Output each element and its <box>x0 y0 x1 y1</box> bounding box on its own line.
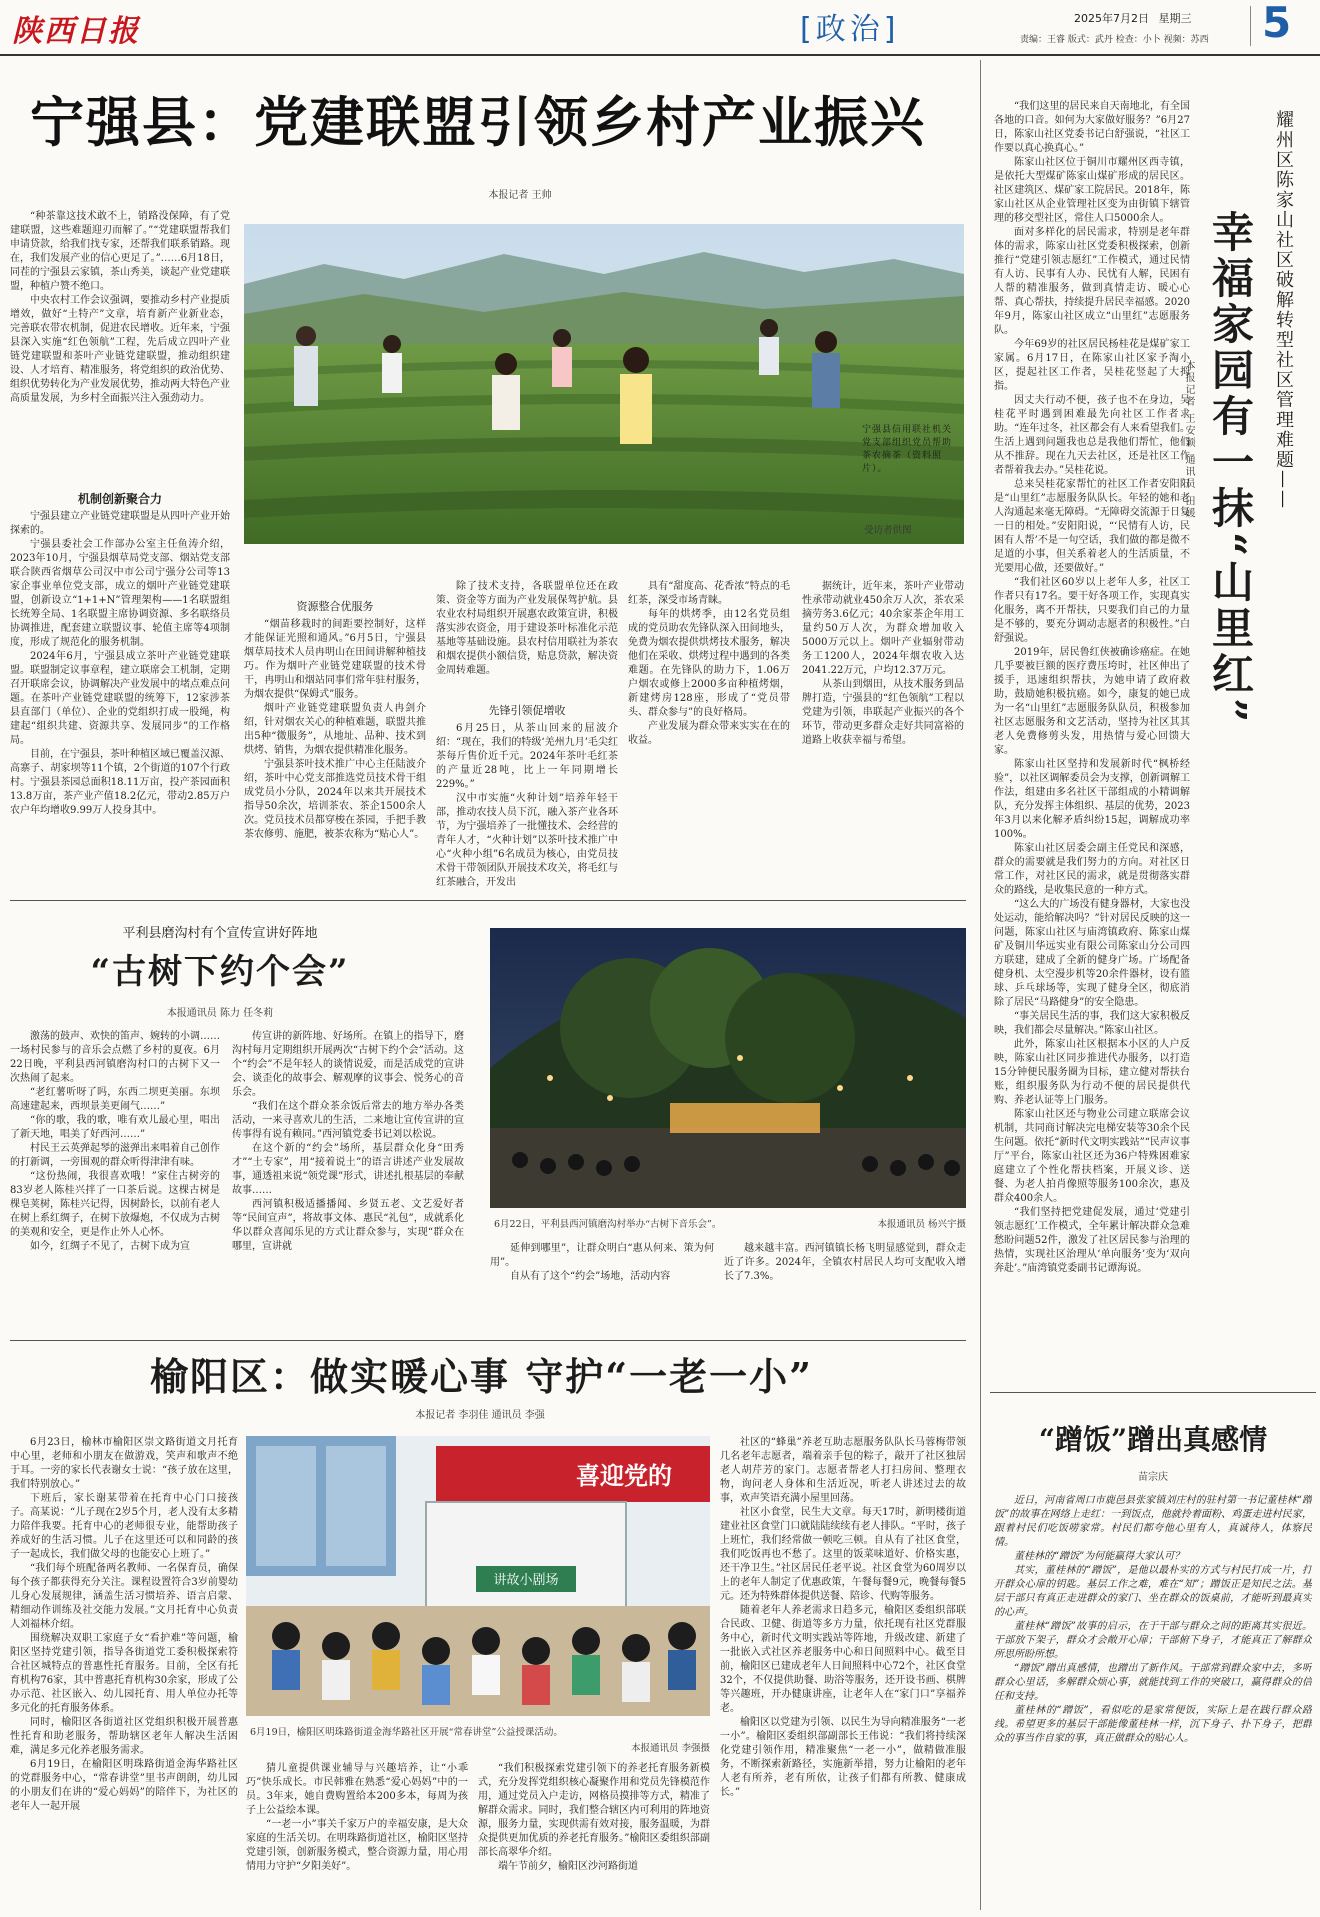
article5-body: 近日，河南省周口市鹿邑县张家镇刘庄村的驻村第一书记董桂林“蹭饭”的故事在网络上走红：一到饭点，他就拎着面粉、鸡蛋走进村民家，跟着村民们吃饭唠家常。村民们都夸他心里有人，真诚待人，体察民情。 董桂林的“蹭饭”为何能赢得大家认可？ 其实，董桂林的“蹭饭”，是他以最朴实的方式与村民打成一片，打开群众心扉的钥匙。基层工作之难，难在“知”；蹭饭正是知民之法。基层干部只有真正走进群众的家门、坐在群众的饭桌前，才能听到最真实的心声。 董桂林“蹭饭”故事的启示，在于干部与群众之间的距离其实很近。干部放下架子，群众才会敞开心扉；干部俯下身子，才能真正了解群众所思所盼所想。 “蹭饭”蹭出真感情，也蹭出了新作风。干部常到群众家中去，多听群众心里话，多解群众烦心事，就能找到工作的突破口，赢得群众的信任和支持。 董桂林的“蹭饭”，看似吃的是家常便饭，实际上是在践行群众路线。希望更多的基层干部能像董桂林一样，沉下身子、扑下身子，把群众的事当作自家的事，真正做群众的贴心人。 <box>994 1495 1312 1744</box>
paragraph: 此外，陈家山社区根据本小区的人户反映，陈家山社区同步推进代办服务，以打造15分钟便民服务圈为目标，建立健对帮扶台账，组织服务队为行动不便的居民提供代购、养老认证等上门服务。 <box>994 1039 1190 1106</box>
paragraph: 自从有了这个“约会”场地，活动内容 <box>510 1271 671 1282</box>
article3-banner-text: 喜迎党的 <box>576 1462 672 1490</box>
article1-col4: 具有“甜度高、花香浓”特点的毛红茶，深受市场青睐。 每年的烘烤季，由12名党员组成的党员助农先锋队深入田间地头，免费为烟农提供烘烤技术服务，解决他们在采收、烘烤过程中遇到的各类难题。在先锋队的助力下，1.06万户烟农或修上2000多亩种植烤烟，新建烤房128座，形成了“党员带头、群众参与”的良好格局。 产业发展为群众带来实实在在的收益。 据统计，近年来，茶叶产业带动性承带动就业450余万人次，茶农采摘劳务3.6亿元；40余家茶企年用工量约50万人次，为群众增加收入5000万元以上。烟叶产业辐射带动务工1200人，2024年烟农收入达2041.22万元，户均12.37万元。 从茶山到烟田，从技术服务到品牌打造，宁强县的“红色领航”工程以党建为引领，串联起产业振兴的各个环节，带动更多群众走好共同富裕的道路上收获幸福与希望。 <box>628 581 964 746</box>
issue-date <box>1074 10 1192 26</box>
article3-col4: 社区的“蜂巢”养老互助志愿服务队队长马蓉梅带领几名老年志愿者，端着亲手包的粽子，敲开了社区独居老人胡芹芳的家门。志愿者帮老人打扫房间、整理衣物，询问老人身体和生活近况，听老人讲述过去的故事，欢声笑语充满小屋里回荡。 社区小食堂，民生大文章。每天17时，新明楼街道建业社区食堂门口就陆陆续续有老人排队。“平时，孩子上班忙，我们经常做一顿吃三顿。自从有了社区食堂，我们吃饭再也不愁了。这里的饭菜味道好、价格实惠，还干净卫生。”社区居民任老平说。社区食堂为60周岁以上的老年人制定了优惠政策，午餐每餐9元，晚餐每餐5元。还为特殊群体提供送餐、陪诊、代购等服务。 随着老年人养老需求日趋多元，榆阳区委组织部联合民政、卫健、街道等多方力量，依托现有社区党群服务中心，新时代文明实践站等阵地，升级改建、新建了一批嵌入式社区养老服务中心和日间照料中心。截至目前，榆阳区已建成老年人日间照料中心72个，社区食堂32个，不仅提供助餐、助浴等服务，还开设书画、棋牌等兴趣班，开办健康讲座，让老年人在“家门口”享福养老。 榆阳区以党建为引领、以民生为导向精准服务“一老一小”。榆阳区委组织部副部长王伟说：“我们将持续深化党建引领作用，精准聚焦“一老一小”，做精做准服务，不断探索新路径，实施新举措，努力让榆阳的老年人老有所养，老有所依，让孩子们都有所教、健康成长。” <box>720 1437 966 1798</box>
paragraph: “我们坚持把党建促发展，通过‘党建引领志愿红’工作模式，全年累计解决群众急难愁盼问题52件，激发了社区居民参与治理的热情，实现社区治理从‘单向服务’变为‘双向奔赴’。”庙湾镇党委副书记谭海说。 <box>994 1207 1190 1274</box>
article1-col1: “种茶靠这技术敢不上，销路没保障，有了党建联盟，这些难题迎刃而解了。”“党建联盟帮我们申请贷款，给我们找专家，还帮我们联系销路。现在，我们发展产业的信心更足了。”……6月18日，同茬的宁强县云家镇，茶山秀美，谈起产业党建联盟，种植户赞不绝口。 中央农村工作会议强调，要推动乡村产业提质增效，做好“土特产”文章，培育新产业新业态，完善联农带农机制，促进农民增收。近年来，宁强县深入实施“红色领航”工程，先后成立四叶产业链党建联盟和茶叶产业链党建联盟，推动组织建设、人才培育、精准服务，将党组织的政治优势、组织优势转化为产业发展优势，推动两大特色产业高质量发展，为乡村全面振兴注入强劲动力。 <box>10 211 230 404</box>
paragraph: 西河镇积极适播播闻、乡贤五老、文艺爱好者等“民间宣声”，将故事文体、惠民“礼包”，成就系化华以群众喜闻乐见的方式让群众参与，实现“群众在哪里，宣讲就 <box>232 1199 464 1252</box>
paragraph: 下班后，家长谢某带着在托育中心门口接孩子。高某说：“儿子现在2岁5个月，老人没有太多精力陪伴我要。托育中心的老师很专业，能帮助孩子养成好的生活习惯。儿子在这里还可以和同龄的孩子一起成长，我们做父母的也能安心上班了。” <box>10 1493 238 1560</box>
article1-col3: 除了技术支持，各联盟单位还在政策、资金等方面为产业发展保驾护航。县农业农村局组织开展惠农政策宣讲，积极落实涉农资金，用于建设茶叶标准化示范基地等基础设施。县农村信用联社为茶农和烟农提供小额信贷，贴息贷款，解决资金周转难题。 <box>436 581 618 676</box>
article2-photo-caption: 6月22日，平利县西河镇磨沟村举办“古树下音乐会”。 <box>494 1219 722 1230</box>
paragraph: 榆阳区以党建为引领、以民生为导向精准服务“一老一小”。榆阳区委组织部副部长王伟说：“我们将持续深化党建引领作用，精准聚焦“一老一小”，做精做准服务，不断探索新路径，实施新举措，努力让榆阳的老年人老有所养，老有所依，让孩子们都有所教、健康成长。” <box>720 1717 966 1798</box>
article1-col1b: 宁强县建立产业链党建联盟是从四叶产业开始探索的。 宁强县委社会工作部办公室主任鱼涛介绍，2023年10月，宁强县烟草局党支部、烟站党支部联合陕西省烟草公司汉中市公司宁强分公司等13家企事业单位党支部，成立的烟叶产业链党建联盟，创新设立“1+1+N”管理架构——1名联盟组长统筹全局、1名联盟主席协调资源、多名联络员协调推进，配套建立联盟议事、轮值主席等4项制度，形成了规范化的服务机制。 2024年6月，宁强县成立茶叶产业链党建联盟。联盟制定议事章程，建立联席会工机制，定期召开联席会议，协调解决产业发展中的堵点难点问题。在茶叶产业链党建联盟的统筹下，12家涉茶县直部门（单位）、企业的党组织打成一股绳，构建起“组织共建、资源共享、发展同步”的工作格局。 目前，在宁强县，茶叶种植区域已覆盖汉源、高寨子、胡家坝等11个镇，2个街道的107个行政村。宁强县茶园总面积18.11万亩，投产茶园面积13.8万亩，茶产业产值18.2亿元，带动2.85万户农户年均增收9.99万人投身其中。 <box>10 511 230 816</box>
masthead <box>0 0 1320 56</box>
editors-line: 责编：王睿 版式：武丹 检查：小卜 视频：苏西 <box>1020 35 1209 45</box>
article3-col3: “我们积极探索党建引领下的养老托育服务新模式，充分发挥党组织核心凝聚作用和党员先锋模范作用，通过党员入户走访，网格员摸排等方式，精准了解群众需求。同时，我们整合辖区内可利用的阵地资源，服务力量，实现供需有效对接，服务温暖，为群众提供更加优质的养老托育服务。”榆阳区委组织部副部长高翠华介绍。 端午节前夕，榆阳区沙河路街道 <box>478 1763 710 1872</box>
article2-kicker: 平利县磨沟村有个宣传宣讲好阵地 <box>122 926 318 941</box>
paragraph: 每年的烘烤季，由12名党员组成的党员助农先锋队深入田间地头，免费为烟农提供烘烤技术服务，解决他们在采收、烘烤过程中遇到的各类难题。在先锋队的助力下，1.06万户烟农或修上2000多亩种植烤烟，新建烤房128座，形成了“党员带头、群众参与”的良好格局。 <box>628 609 790 718</box>
paragraph: “我们每个班配备两名教师、一名保育员，确保每个孩子都获得充分关注。课程设置符合3岁前婴幼儿身心发展规律，涵盖生活习惯培养、语言启蒙、精细动作训练及社交能力发展。”文月托育中心负责人刘福林介绍。 <box>10 1563 238 1630</box>
article2-byline: 本报通讯员 陈力 任冬莉 <box>166 1008 274 1019</box>
paragraph: “这份热闹，我很喜欢哦！”家住古树旁的83岁老人陈桂兴拌了一口茶后说。这棵古树是棵皂荚树，陈桂兴记得，因树龄长，以前有老人在树上系红绸子，在树下放爆炮，不仅成为古树的美观和安全，更是作止外人心怀。 <box>10 1171 220 1238</box>
paragraph: 董桂林的“蹭饭”，看似吃的是家常便饭，实际上是在践行群众路线。希望更多的基层干部能像董桂林一样，沉下身子、扑下身子，把群众的事当作自家的事，真正做群众的贴心人。 <box>994 1705 1312 1744</box>
paragraph: 端午节前夕，榆阳区沙河路街道 <box>498 1861 638 1872</box>
paragraph: 宁强县茶叶技术推广中心主任陆波介绍，茶叶中心党支部推选党员技术骨干组成党员小分队，2024年以来共开展技术指导50余次，培训茶农、茶企1500余人次。党员技术员都穿梭在茶园，手把手教茶农修剪、施肥，被茶农称为“贴心人”。 <box>244 759 426 840</box>
article3-photo <box>246 1436 710 1716</box>
paragraph: 围绕解决双职工家庭子女“看护难”等问题，榆阳区坚持党建引领，指导各街道党工委积极探索符合社区城特点的普惠性托育服务。目前，全区有托育机构76家，其中普惠托育机构30余家，形成了公办示范、社区嵌入、幼儿园托育、用人单位办托等多元化的托育服务体系。 <box>10 1633 238 1714</box>
paragraph: 2024年6月，宁强县成立茶叶产业链党建联盟。联盟制定议事章程，建立联席会工机制，定期召开联席会议，协调解决产业发展中的堵点难点问题。在茶叶产业链党建联盟的统筹下，12家涉茶县直部门（单位）、企业的党组织打成一股绳，构建起“组织共建、资源共享、发展同步”的工作格局。 <box>10 651 230 746</box>
paragraph: 在这个新的“约会”场所，基层群众化身“田秀才”“土专家”，用“接着说土”的语言讲述产业发展故事，通透祖来说“领党课”形式，讲述扎根基层的奉献故事…… <box>232 1143 464 1196</box>
section-label: [政治] <box>800 12 900 47</box>
right-column-divider <box>980 60 981 1910</box>
article2-col1: 激荡的鼓声、欢快的笛声、婉转的小调……一场村民参与的音乐会点燃了乡村的夏夜。6月22日晚，平利县西河镇磨沟村口的古树下又一次热闹了起来。 “老红薯听呀了吗，东西二坝更美丽。东坝高速建起来，西坝景美更闹气……” “你的歌，我的歌，唯有欢儿最心里，唱出了新天地，唱美了好西河……” 村民王云英弹起琴的滋弹出来唱着自己创作的打新调，一旁围观的群众听得津津有味。 “这份热闹，我很喜欢哦！”家住古树旁的83岁老人陈桂兴拌了一口茶后说。这棵古树是棵皂荚树，陈桂兴记得，因树龄长，以前有老人在树上系红绸子，在树下放爆炮，不仅成为古树的美观和安全，更是作止外人心怀。 如今，红绸子不见了，古树下成为宣 <box>10 1031 220 1252</box>
article3-photo-caption: 6月19日，榆阳区明珠路街道金海华路社区开展“常春讲堂”公益授课活动。 <box>250 1727 563 1738</box>
paragraph: 据统计，近年来，茶叶产业带动性承带动就业450余万人次，茶农采摘劳务3.6亿元；40余家茶企年用工量约50万人次，为群众增加收入5000万元以上。烟叶产业辐射带动务工1200人，2024年烟农收入达2041.22万元，户均12.37万元。 <box>802 581 964 676</box>
paragraph: “这么大的广场没有健身器材，大家也没处运动，能给解决吗？”针对居民反映的这一问题，陈家山社区与庙湾镇政府、陈家山煤矿及铜川华远实业有限公司陈家山分公司四方联建，建成了全新的健身广场。广场配备健身机、太空漫步机等20余件器材，设有篮球、乒乓球场等，实现了健身全区，彻底消除了居民“马路健身”的安全隐患。 <box>994 899 1190 1008</box>
newspaper-logo: 陕西日报 <box>12 14 140 49</box>
article3-col2: 猜儿童提供课业辅导与兴趣培养，让“小乖巧”快乐成长。市民韩雅在熟悉“爱心妈妈”中的一员。3年来，她自费购置给本200多本，每周为孩子上公益绘本课。 “一老一小”事关千家万户的幸福安康，是大众家庭的生活关切。在明珠路街道社区，榆阳区坚持党建引领，创新服务模式，整合资源力量，用心用情用力守护“夕阳美好”。 <box>246 1763 468 1872</box>
paragraph: 村民王云英弹起琴的滋弹出来唱着自己创作的打新调，一旁围观的群众听得津津有味。 <box>10 1143 220 1168</box>
article4-kicker: 耀州区陈家山社区破解转型社区管理难题—— <box>1273 110 1294 510</box>
paragraph: 陈家山社区位于铜川市耀州区西寺镇，是依托大型煤矿陈家山煤矿形成的居民区。社区建筑区、煤矿家工院居民。2018年，陈家山社区从企业管理社区变为由街镇下辖管理的移交型社区，常住人口5000余人。 <box>994 157 1190 224</box>
paragraph: 6月19日，在榆阳区明珠路街道金海华路社区的党群服务中心，“常春讲堂”里书声朗朗，幼儿园的小朋友们在讲的“爱心妈妈”的陪伴下，为社区的老年人一起开展 <box>10 1759 238 1812</box>
paragraph: 董桂林“蹭饭”故事的启示，在于干部与群众之间的距离其实很近。干部放下架子，群众才会敞开心扉；干部俯下身子，才能真正了解群众所思所盼所想。 <box>994 1621 1312 1660</box>
paragraph: “老红薯听呀了吗，东西二坝更美丽。东坝高速建起来，西坝景美更闹气……” <box>10 1087 220 1112</box>
article5-title: “蹭饭”蹭出真感情 <box>1038 1423 1268 1456</box>
page-number-divider <box>1250 6 1251 46</box>
paragraph: 从茶山到烟田，从技术服务到品牌打造，宁强县的“红色领航”工程以党建为引领，串联起产业振兴的各个环节，带动更多群众走好共同富裕的道路上收获幸福与希望。 <box>802 679 964 746</box>
article3-title: 榆阳区：做实暖心事 守护“一老一小” <box>150 1354 813 1399</box>
section-name: 政治 <box>815 12 884 47</box>
paragraph: “一老一小”事关千家万户的幸福安康，是大众家庭的生活关切。在明珠路街道社区，榆阳区坚持党建引领，创新服务模式，整合资源力量，用心用情用力守护“夕阳美好”。 <box>246 1819 468 1872</box>
paragraph: 董桂林的“蹭饭”为何能赢得大家认可？ <box>1014 1551 1185 1562</box>
article1-subhead1: 机制创新聚合力 <box>77 492 162 506</box>
weekday-text: 星期三 <box>1158 12 1192 25</box>
paragraph: 陈家山社区居委会副主任党民和深感，群众的需要就是我们努力的方向。对社区日常工作，对社区民的需求，就是贯彻落实群众的路线，是收集民意的一种方式。 <box>994 843 1190 896</box>
paragraph: 陈家山社区坚持和发展新时代“枫桥经验”，以社区调解委员会为支撑，创新调解工作法，组建由多名社区干部组成的小精调解队，充分发挥主体组织、基层的优势，2023年3月以来化解矛盾纠纷15起，调解成功率100%。 <box>994 759 1190 840</box>
paragraph: 宁强县委社会工作部办公室主任鱼涛介绍，2023年10月，宁强县烟草局党支部、烟站党支部联合陕西省烟草公司汉中市公司宁强分公司等13家企事业单位党支部，成立的烟叶产业链党建联盟，创新设立“1+1+N”管理架构——1名联盟组长统筹全局、1名联盟主席协调资源、多名联络员协调推进，配套建立联盟议事、轮值主席等4项制度，形成了规范化的服务机制。 <box>10 539 230 648</box>
paragraph: 面对多样化的居民需求，特别是老年群体的需求，陈家山社区党委积极探索，创新推行“党建引领志愿红”工作模式，通过民情有人访、民事有人办、民忧有人解，民困有人帮的精准服务，做到真情走访、暖心心帮、真心帮扶，持续提升居民幸福感。2020年9月，陈家山社区成立“山里红”志愿服务队。 <box>994 227 1190 336</box>
paragraph: “事关居民生活的事，我们这大家积极反映，我们都会尽量解决。”陈家山社区。 <box>994 1011 1190 1036</box>
article2-col2: 传宣讲的新阵地、好场所。在镇上的指导下，磨沟村每月定期组织开展两次“古树下约个会”活动。这个“约会”不是年轻人的谈情说爱，而是活成党的宣讲会、谈歪化的故事会、解观摩的议事会、悦务心的音乐会。 “我们在这个群众茶余饭后常去的地方举办各类活动，一来寻喜欢儿的生活，二来地让宣传宣讲的宣传事得有说有赖同。”西河镇党委书记刘以松说。 在这个新的“约会”场所，基层群众化身“田秀才”“土专家”，用“接着说土”的语言讲述产业发展故事，通透祖来说“领党课”形式，讲述扎根基层的奉献故事…… 西河镇积极适播播闻、乡贤五老、文艺爱好者等“民间宣声”，将故事文体、惠民“礼包”，成就系化华以群众喜闻乐见的方式让群众参与，实现“群众在哪里，宣讲就 <box>232 1031 464 1252</box>
article1-byline: 本报记者 王帅 <box>488 190 552 201</box>
article1-col2: “烟苗移栽时的间距要控制好，这样才能保证光照和通风。”6月5日，宁强县烟草局技术人员冉明山在田间讲解种植技巧。作为烟叶产业链党建联盟的技术骨干，冉明山和烟站同事们常年驻村服务，为烟农提供“保姆式”服务。 烟叶产业链党建联盟负责人冉剑介绍，针对烟农关心的种植难题，联盟共推出5种“微服务”，从地址、品种、技术到烘烤、销售，为烟农提供精准化服务。 宁强县茶叶技术推广中心主任陆波介绍，茶叶中心党支部推选党员技术骨干组成党员小分队，2024年以来共开展技术指导50余次，培训茶农、茶企1500余人次。党员技术员都穿梭在茶园，手把手教茶农修剪、施肥，被茶农称为“贴心人”。 <box>244 619 426 840</box>
paragraph: “蹭饭”蹭出真感情，也蹭出了新作风。干部常到群众家中去，多听群众心里话，多解群众烦心事，就能找到工作的突破口，赢得群众的信任和支持。 <box>994 1663 1312 1702</box>
date-text: 2025年7月2日 <box>1074 12 1149 25</box>
article1-subhead2: 资源整合优服务 <box>296 600 374 613</box>
paragraph: 陈家山社区还与物业公司建立联席会议机制，共同商讨解决完电梯安装等30余个民生问题。依托“新时代文明实践站”“民声议事厅”平台，陈家山社区还为36户特殊困难家庭建立了个性化帮扶档案，开展义诊、送餐、为老人拍肖像照等服务100余次，惠及群众400余人。 <box>994 1109 1190 1204</box>
paragraph: “我们在这个群众茶余饭后常去的地方举办各类活动，一来寻喜欢儿的生活，二来地让宣传宣讲的宣传事得有说有赖同。”西河镇党委书记刘以松说。 <box>232 1101 464 1140</box>
paragraph: 因丈夫行动不便，孩子也不在身边，吴桂花平时遇到困难最先向社区工作者求助。“连年过冬，社区都会有人来看望我们。生活上遇到问题我也总是我他们帮忙，他们从不推辞。现在九天去社区，还是社区工作者帮着我去办。”吴桂花说。 <box>994 395 1190 476</box>
paragraph: 汉中市实施“火种计划”培养年轻干部，推动农技人员下沉，融入茶产业各环节，为宁强培养了一批懂技术、会经营的青年人才，“火种计划”以茶叶技术推广中心“火种小组”6名成员为核心，由党员技术骨干带领团队开展技术攻关，将毛红与红茶融合，开发出 <box>436 793 618 888</box>
paragraph: 社区小食堂，民生大文章。每天17时，新明楼街道建业社区食堂门口就陆陆续续有老人排队。“平时，孩子上班忙，我们经常做一顿吃三顿。自从有了社区食堂，我们吃饭再也不愁了。这里的饭菜味道好、价格实惠，还干净卫生。”社区居民任老平说。社区食堂为60周岁以上的老年人制定了优惠政策，午餐每餐9元，晚餐每餐5元。还为特殊群体提供送餐、陪诊、代购等服务。 <box>720 1507 966 1602</box>
paragraph: 产业发展为群众带来实实在在的收益。 <box>628 721 790 746</box>
article3-byline: 本报记者 李羽佳 通讯员 李强 <box>415 1410 545 1421</box>
article3-photo-credit: 本报通讯员 李强摄 <box>630 1743 710 1754</box>
paragraph: 目前，在宁强县，茶叶种植区域已覆盖汉源、高寨子、胡家坝等11个镇，2个街道的107个行政村。宁强县茶园总面积18.11万亩，投产茶园面积13.8万亩，茶产业产值18.2亿元，带动2.85万户农户年均增收9.99万人投身其中。 <box>10 749 230 816</box>
article2-col3: 延伸到哪里”，让群众明白“惠从何来、策为何用”。 自从有了这个“约会”场地，活动内容 <box>490 1243 714 1282</box>
header-rule <box>0 54 1320 56</box>
article3-col1: 6月23日，榆林市榆阳区崇文路街道文月托育中心里，老师和小朋友在做游戏，笑声和歌声不绝于耳。一旁的家长代表谢女士说：“孩子放在这里，我们特别放心。” 下班后，家长谢某带着在托育中心门口接孩子。高某说：“儿子现在2岁5个月，老人没有太多精力陪伴我要。托育中心的老师很专业，能帮助孩子养成好的生活习惯。儿子在这里还可以和同龄的孩子一起成长，我们做父母的也能安心上班了。” “我们每个班配备两名教师、一名保育员，确保每个孩子都获得充分关注。课程设置符合3岁前婴幼儿身心发展规律，涵盖生活习惯培养、语言启蒙、精细动作训练及社交能力发展。”文月托育中心负责人刘福林介绍。 围绕解决双职工家庭子女“看护难”等问题，榆阳区坚持党建引领，指导各街道党工委积极探索符合社区城特点的普惠性托育服务。目前，全区有托育机构76家，其中普惠托育机构30余家，形成了公办示范、社区嵌入、幼儿园托育、用人单位办托等多元化的托育服务体系。 同时，榆阳区各街道社区党组织积极开展普惠性托育和助老服务，帮助辖区老年人解决生活困难，满足多元化养老服务需求。 6月19日，在榆阳区明珠路街道金海华路社区的党群服务中心，“常春讲堂”里书声朗朗，幼儿园的小朋友们在讲的“爱心妈妈”的陪伴下，为社区的老年人一起开展 <box>10 1437 238 1812</box>
article1-subhead3: 先锋引领促增收 <box>488 704 566 717</box>
article4-byline: 本报记者 王安颖 通讯员 田媛 <box>1183 360 1194 520</box>
paragraph: 烟叶产业链党建联盟负责人冉剑介绍，针对烟农关心的种植难题，联盟共推出5种“微服务”，从地址、品种、技术到烘烤、销售，为烟农提供精准化服务。 <box>244 703 426 756</box>
article2-col4: 越来越丰富。西河镇镇长杨飞明显感觉到，群众走近了许多。2024年，全镇农村居民人均可支配收入增长了7.3%。 <box>724 1243 966 1282</box>
page-number: 5 <box>1262 0 1292 47</box>
paragraph: 中央农村工作会议强调，要推动乡村产业提质增效，做好“土特产”文章，培育新产业新业态，完善联农带农机制，促进农民增收。近年来，宁强县深入实施“红色领航”工程，先后成立四叶产业链党建联盟和茶叶产业链党建联盟，推动组织建设、人才培育、精准服务，将党组织的政治优势、组织优势转化为产业发展优势，推动两大特色产业高质量发展，为乡村全面振兴注入强劲动力。 <box>10 295 230 404</box>
article2-title: “古树下约个会” <box>90 952 350 992</box>
paragraph: 随着老年人养老需求日趋多元，榆阳区委组织部联合民政、卫健、街道等多方力量，依托现有社区党群服务中心，新时代文明实践站等阵地，升级改建、新建了一批嵌入式社区养老服务中心和日间照料中心。截至目前，榆阳区已建成老年人日间照料中心72个，社区食堂32个，不仅提供助餐、助浴等服务，还开设书画、棋牌等兴趣班，开办健康讲座，让老年人在“家门口”享福养老。 <box>720 1605 966 1714</box>
article4-title: 幸福家园有一抹“山里红” <box>1206 210 1255 727</box>
paragraph: “你的歌，我的歌，唯有欢儿最心里，唱出了新天地，唱美了好西河……” <box>10 1115 220 1140</box>
paragraph: 如今，红绸子不见了，古树下成为宣 <box>30 1241 190 1252</box>
article3-board-text: 讲故小剧场 <box>493 1573 559 1588</box>
article1-photo <box>244 224 964 544</box>
paragraph: 其实，董桂林的“蹭饭”，是他以最朴实的方式与村民打成一片，打开群众心扉的钥匙。基层工作之难，难在“知”；蹭饭正是知民之法。基层干部只有真正走进群众的家门、坐在群众的饭桌前，才能听到最真实的心声。 <box>994 1565 1312 1618</box>
paragraph: 今年69岁的社区居民杨桂花是煤矿家工家属。6月17日，在陈家山社区家予淘小区，提起社区工作者，吴桂花竖起了大拇指。 <box>994 339 1190 392</box>
article2-bottom-rule <box>10 1340 966 1341</box>
paragraph: “我们社区60岁以上老年人多，社区工作者只有17名。要干好各项工作，实现真实化服务，离不开帮扶，只要我们自己的力量是不够的，要充分调动志愿者的积极性。”白舒强说。 <box>994 577 1190 644</box>
article4-body: “我们这里的居民来自天南地北，有全国各地的口音。如何为大家做好服务？”6月27日，陈家山社区党委书记白舒强说，“社区工作要以真心换真心。” 陈家山社区位于铜川市耀州区西寺镇，是依托大型煤矿陈家山煤矿形成的居民区。社区建筑区、煤矿家工院居民。2018年，陈家山社区从企业管理社区变为由街镇下辖管理的移交型社区，常住人口5000余人。 面对多样化的居民需求，特别是老年群体的需求，陈家山社区党委积极探索，创新推行“党建引领志愿红”工作模式，通过民情有人访、民事有人办、民忧有人解，民困有人帮的精准服务，做到真情走访、暖心心帮、真心帮扶，持续提升居民幸福感。2020年9月，陈家山社区成立“山里红”志愿服务队。 今年69岁的社区居民杨桂花是煤矿家工家属。6月17日，在陈家山社区家予淘小区，提起社区工作者，吴桂花竖起了大拇指。 因丈夫行动不便，孩子也不在身边，吴桂花平时遇到困难最先向社区工作者求助。“连年过冬，社区都会有人来看望我们。生活上遇到问题我也总是我他们帮忙，他们从不推辞。现在九天去社区，还是社区工作者帮着我去办。”吴桂花说。 总来吴桂花家帮忙的社区工作者安阳阳是“山里红”志愿服务队队长。年轻的她和老人沟通起来毫无障碍。“无障碍交流源于日复一日的相处。”安阳阳说，“‘民情有人访，民困有人帮’不是一句空话，我们做的都是微不足道的小事，但关系着老人的生活质量，不光要用心做，还要做好。” “我们社区60岁以上老年人多，社区工作者只有17名。要干好各项工作，实现真实化服务，离不开帮扶，只要我们自己的力量是不够的，要充分调动志愿者的积极性。”白舒强说。 2019年，居民鲁红侠被确诊癌症。在她几乎要被巨额的医疗费压垮时，社区伸出了援手，迅速组织帮扶，为她申请了政府救助，鼓励她积极抗癌。如今，康复的她已成为一名“山里红”志愿服务队队员，积极参加社区志愿服务和文艺活动，坚持为社区其其老人免费修剪头发，用热情与爱心回馈大家。 陈家山社区坚持和发展新时代“枫桥经验”，以社区调解委员会为支撑，创新调解工作法，组建由多名社区干部组成的小精调解队，充分发挥主体组织、基层的优势，2023年3月以来化解矛盾纠纷15起，调解成功率100%。 陈家山社区居委会副主任党民和深感，群众的需要就是我们努力的方向。对社区日常工作，对社区民的需求，就是贯彻落实群众的路线，是收集民意的一种方式。 “这么大的广场没有健身器材，大家也没处运动，能给解决吗？”针对居民反映的这一问题，陈家山社区与庙湾镇政府、陈家山煤矿及铜川华远实业有限公司陈家山分公司四方联建，建成了全新的健身广场。广场配备健身机、太空漫步机等20余件器材，设有篮球、乒乓球场等，实现了健身全区，彻底消除了居民“马路健身”的安全隐患。 “事关居民生活的事，我们这大家积极反映，我们都会尽量解决。”陈家山社区。 此外，陈家山社区根据本小区的人户反映，陈家山社区同步推进代办服务，以打造15分钟便民服务圈为目标，建立健对帮扶台账，组织服务队为行动不便的居民提供代购、养老认证等上门服务。 陈家山社区还与物业公司建立联席会议机制，共同商讨解决完电梯安装等30余个民生问题。依托“新时代文明实践站”“民声议事厅”平台，陈家山社区还为36户特殊困难家庭建立了个性化帮扶档案，开展义诊、送餐、为老人拍肖像照等服务100余次，惠及群众400余人。 “我们坚持把党建促发展，通过‘党建引领志愿红’工作模式，全年累计解决群众急难愁盼问题52件，激发了社区居民参与治理的热情，实现社区治理从‘单向服务’变为‘双向奔赴’。”庙湾镇党委副书记谭海说。 <box>994 101 1190 1274</box>
article5-byline: 苗宗庆 <box>1138 1472 1168 1483</box>
paragraph: 总来吴桂花家帮忙的社区工作者安阳阳是“山里红”志愿服务队队长。年轻的她和老人沟通起来毫无障碍。“无障碍交流源于日复一日的相处。”安阳阳说，“‘民情有人访，民困有人帮’不是一句空话，我们做的都是微不足道的小事，但关系着老人的生活质量，不光要用心做，还要做好。” <box>994 479 1190 574</box>
article2-photo-credit: 本报通讯员 杨兴宇摄 <box>877 1219 966 1230</box>
article2-photo <box>490 928 966 1208</box>
article1-col3b: 6月25日，从茶山回来的屈波介绍：“现在，我们的特级‘羌州九月’毛尖红茶每斤售价近千元。2024年茶叶毛红茶的产量近28吨，比上一年同期增长229%。” 汉中市实施“火种计划”培养年轻干部，推动农技人员下沉，融入茶产业各环节，为宁强培养了一批懂技术、会经营的青年人才，“火种计划”以茶叶技术推广中心“火种小组”6名成员为核心，由党员技术骨干带领团队开展技术攻关，将毛红与红茶融合，开发出 <box>436 723 618 888</box>
paragraph: 同时，榆阳区各街道社区党组织积极开展普惠性托育和助老服务，帮助辖区老年人解决生活困难，满足多元化养老服务需求。 <box>10 1717 238 1756</box>
article4-bottom-rule <box>990 1392 1316 1393</box>
article1-title: 宁强县：党建联盟引领乡村产业振兴 <box>30 90 926 154</box>
article1-bottom-rule <box>10 900 966 901</box>
paragraph: 2019年，居民鲁红侠被确诊癌症。在她几乎要被巨额的医疗费压垮时，社区伸出了援手，迅速组织帮扶，为她申请了政府救助，鼓励她积极抗癌。如今，康复的她已成为一名“山里红”志愿服务队队员，积极参加社区志愿服务和文艺活动，坚持为社区其其老人免费修剪头发，用热情与爱心回馈大家。 <box>994 647 1190 756</box>
article1-photo-caption: 宁强县信用联社机关党支部组织党员帮助茶农摘茶（资料照片）。 <box>862 425 953 474</box>
article1-photo-credit: 受访者供图 <box>864 525 912 536</box>
